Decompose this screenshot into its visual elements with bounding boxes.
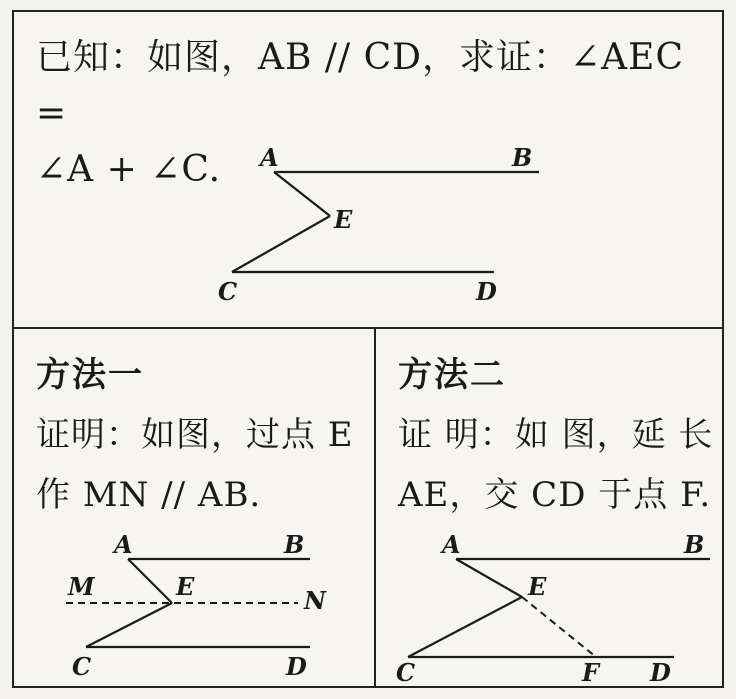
method-2-cell [376, 329, 722, 686]
solution-table [12, 10, 724, 688]
method-2-line-2: AE，交 CD 于点 F. [398, 475, 712, 515]
segment-ef [522, 597, 596, 657]
segment-ec [232, 216, 330, 272]
label-c: C [218, 277, 238, 306]
method-2-proof [398, 405, 716, 525]
label-a: A [114, 530, 133, 559]
label-a: A [442, 530, 461, 559]
method-1-title: 方法一 [36, 355, 144, 395]
label-d: D [286, 652, 307, 681]
segment-ae [128, 559, 172, 603]
method-1-line-2: 作 MN // AB. [36, 475, 262, 515]
label-c: C [396, 658, 416, 687]
label-b: B [284, 530, 305, 559]
method-1-cell [14, 329, 376, 686]
label-b: B [512, 143, 533, 172]
label-d: D [476, 277, 497, 306]
label-m: M [68, 572, 95, 601]
label-e: E [528, 572, 547, 601]
problem-line-1: 已知：如图，AB // CD，求证：∠AEC = [36, 37, 684, 134]
segment-ae [456, 559, 522, 597]
label-e: E [176, 572, 195, 601]
label-a: A [260, 143, 279, 172]
method-1-line-1: 证明：如图，过点 E [36, 415, 354, 455]
label-c: C [72, 652, 92, 681]
problem-line-2: ∠A + ∠C. [36, 149, 222, 190]
method-2-title: 方法二 [398, 355, 506, 395]
problem-cell [14, 12, 722, 329]
label-b: B [684, 530, 705, 559]
method-1-figure [58, 529, 358, 684]
segment-ec [408, 597, 522, 657]
segment-ae [274, 172, 330, 216]
method-2-figure [394, 529, 714, 687]
method-1-proof [36, 405, 366, 525]
method-2-line-1: 证 明：如 图，延 长 [398, 415, 714, 455]
main-figure [214, 144, 574, 314]
label-n: N [304, 586, 326, 615]
label-e: E [334, 205, 353, 234]
label-d: D [650, 658, 671, 687]
label-f: F [582, 658, 600, 687]
segment-ec [86, 603, 172, 647]
